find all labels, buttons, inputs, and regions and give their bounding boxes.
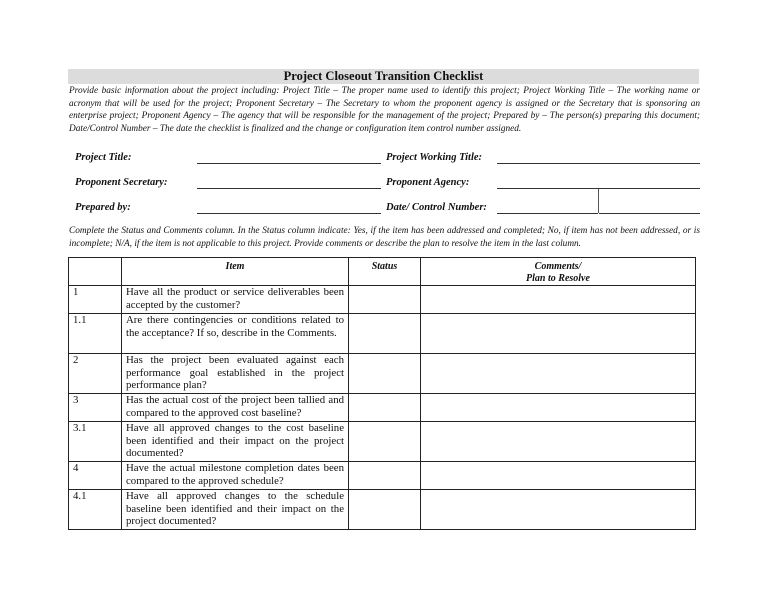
project-title-field[interactable] — [197, 163, 381, 164]
checklist-table — [68, 257, 696, 530]
table-header-row — [69, 258, 696, 286]
row-number: 4.1 — [69, 490, 122, 530]
intro-paragraph: Provide basic information about the project including: Project Title – The proper name used to identify this project; Project Working Title – The working name or acronym that will be used for the project; Proponent Secretary – The Secretary to whom the proponent agency is assigned or the Secretary that is sponsoring an enterprise project; Proponent Agency – The agency that will be responsible for the management of the project; Prepared by – The person(s) preparing this document; Date/Control Number – The date the checklist is finalized and the change or configuration item control number assigned. — [69, 86, 700, 134]
project-title-label: Project Title: — [75, 152, 132, 163]
row-number: 4 — [69, 462, 122, 490]
proponent-agency-label: Proponent Agency: — [386, 177, 470, 188]
row-number: 2 — [69, 354, 122, 394]
row-status-cell[interactable] — [349, 422, 421, 462]
item-header: Item — [122, 258, 349, 286]
row-number: 1 — [69, 286, 122, 314]
row-item: Has the project been evaluated against each performance goal established in the project performance plan? — [122, 354, 349, 394]
document-title: Project Closeout Transition Checklist — [68, 69, 699, 84]
row-comments-cell[interactable] — [421, 286, 696, 314]
row-item: Have all approved changes to the schedule baseline been identified and their impact on the project documented? — [122, 490, 349, 530]
field-divider — [598, 189, 599, 213]
project-working-title-field[interactable] — [497, 163, 700, 164]
prepared-by-field[interactable] — [197, 213, 381, 214]
date-control-number-label: Date/ Control Number: — [386, 202, 487, 213]
number-header — [69, 258, 122, 286]
table-row — [69, 354, 696, 394]
project-working-title-label: Project Working Title: — [386, 152, 483, 163]
row-status-cell[interactable] — [349, 286, 421, 314]
row-item: Have all the product or service deliverables been accepted by the customer? — [122, 286, 349, 314]
table-row — [69, 462, 696, 490]
row-comments-cell[interactable] — [421, 394, 696, 422]
row-comments-cell[interactable] — [421, 354, 696, 394]
row-item: Are there contingencies or conditions related to the acceptance? If so, describe in the Comments. — [122, 314, 349, 354]
comments-header-line2: Plan to Resolve — [526, 273, 590, 285]
table-row — [69, 286, 696, 314]
proponent-secretary-field[interactable] — [197, 188, 381, 189]
row-comments-cell[interactable] — [421, 462, 696, 490]
row-item: Has the actual cost of the project been tallied and compared to the approved cost baseline? — [122, 394, 349, 422]
row-item: Have the actual milestone completion dates been compared to the approved schedule? — [122, 462, 349, 490]
row-comments-cell[interactable] — [421, 314, 696, 354]
row-number: 1.1 — [69, 314, 122, 354]
date-field[interactable] — [497, 213, 598, 214]
table-row — [69, 422, 696, 462]
prepared-by-label: Prepared by: — [75, 202, 131, 213]
instructions-paragraph: Complete the Status and Comments column. In the Status column indicate: Yes, if the item has been addressed and completed; No, if item has not been addressed, or is incomplete; N/A, if the item is not applicable to this project. Provide comments or describe the plan to resolve the item in the last column. — [69, 226, 700, 249]
row-item: Have all approved changes to the cost baseline been identified and their impact on the project documented? — [122, 422, 349, 462]
row-status-cell[interactable] — [349, 314, 421, 354]
row-status-cell[interactable] — [349, 490, 421, 530]
table-row — [69, 394, 696, 422]
control-number-field[interactable] — [599, 213, 700, 214]
row-status-cell[interactable] — [349, 394, 421, 422]
row-number: 3 — [69, 394, 122, 422]
table-row — [69, 314, 696, 354]
row-comments-cell[interactable] — [421, 422, 696, 462]
comments-header-line1: Comments/ — [534, 261, 582, 272]
comments-header — [421, 258, 696, 286]
status-header: Status — [349, 258, 421, 286]
row-status-cell[interactable] — [349, 462, 421, 490]
proponent-secretary-label: Proponent Secretary: — [75, 177, 168, 188]
table-row — [69, 490, 696, 530]
row-number: 3.1 — [69, 422, 122, 462]
row-status-cell[interactable] — [349, 354, 421, 394]
row-comments-cell[interactable] — [421, 490, 696, 530]
